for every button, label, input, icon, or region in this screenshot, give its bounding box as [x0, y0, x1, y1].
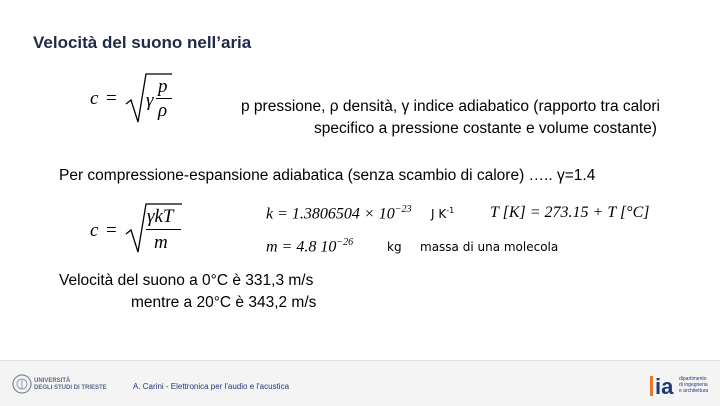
- legend-line-1: p pressione, ρ densità, γ indice adiabatico (rapporto tra calori: [241, 98, 660, 115]
- department-name: dipartimento di ingegneria e architettura: [679, 376, 709, 394]
- formula-numerator: p: [158, 76, 168, 97]
- mass-unit: kg: [387, 240, 402, 254]
- boltzmann-unit: J $K^{-1}$: [431, 206, 455, 221]
- department-logo: ia: [650, 376, 673, 398]
- footer-author: A. Carini - Elettronica per l'audio e l'acustica: [133, 382, 290, 391]
- temperature-conversion: T [K] = 273.15 + T [°C]: [490, 204, 650, 221]
- mass-description: massa di una molecola: [420, 240, 559, 254]
- speed-at-20c: mentre a 20°C è 343,2 m/s: [131, 294, 317, 311]
- formula2-lhs: c: [90, 220, 99, 241]
- footer-bar: [0, 360, 720, 406]
- formula-denominator: ρ: [158, 100, 168, 121]
- adiabatic-statement: Per compressione-espansione adiabatica (senza scambio di calore) ….. γ=1.4: [59, 167, 596, 184]
- molecule-mass: m = 4.8 $10^{-26}$: [266, 237, 354, 256]
- formula-gamma: γ: [146, 90, 154, 111]
- formula2-denominator: m: [154, 232, 168, 253]
- formula-eq: =: [106, 88, 117, 109]
- formula-lhs: c: [90, 88, 99, 109]
- legend-line-2: specifico a pressione costante e volume costante): [314, 120, 657, 137]
- speed-at-0c: Velocità del suono a 0°C è 331,3 m/s: [59, 272, 314, 289]
- boltzmann-constant: $k = 1.3806504 \times 10^{-23}$: [266, 204, 412, 223]
- formula2-numerator: γkT: [147, 206, 174, 227]
- logo-accent-bar: [650, 376, 653, 396]
- slide-title: Velocità del suono nell’aria: [33, 33, 252, 52]
- fraction-bar: [156, 98, 172, 99]
- university-seal-icon: [12, 374, 32, 394]
- fraction-bar-2: [146, 229, 181, 230]
- university-name: UNIVERSITÀ DEGLI STUDI DI TRIESTE: [34, 378, 107, 391]
- formula2-eq: =: [106, 220, 117, 241]
